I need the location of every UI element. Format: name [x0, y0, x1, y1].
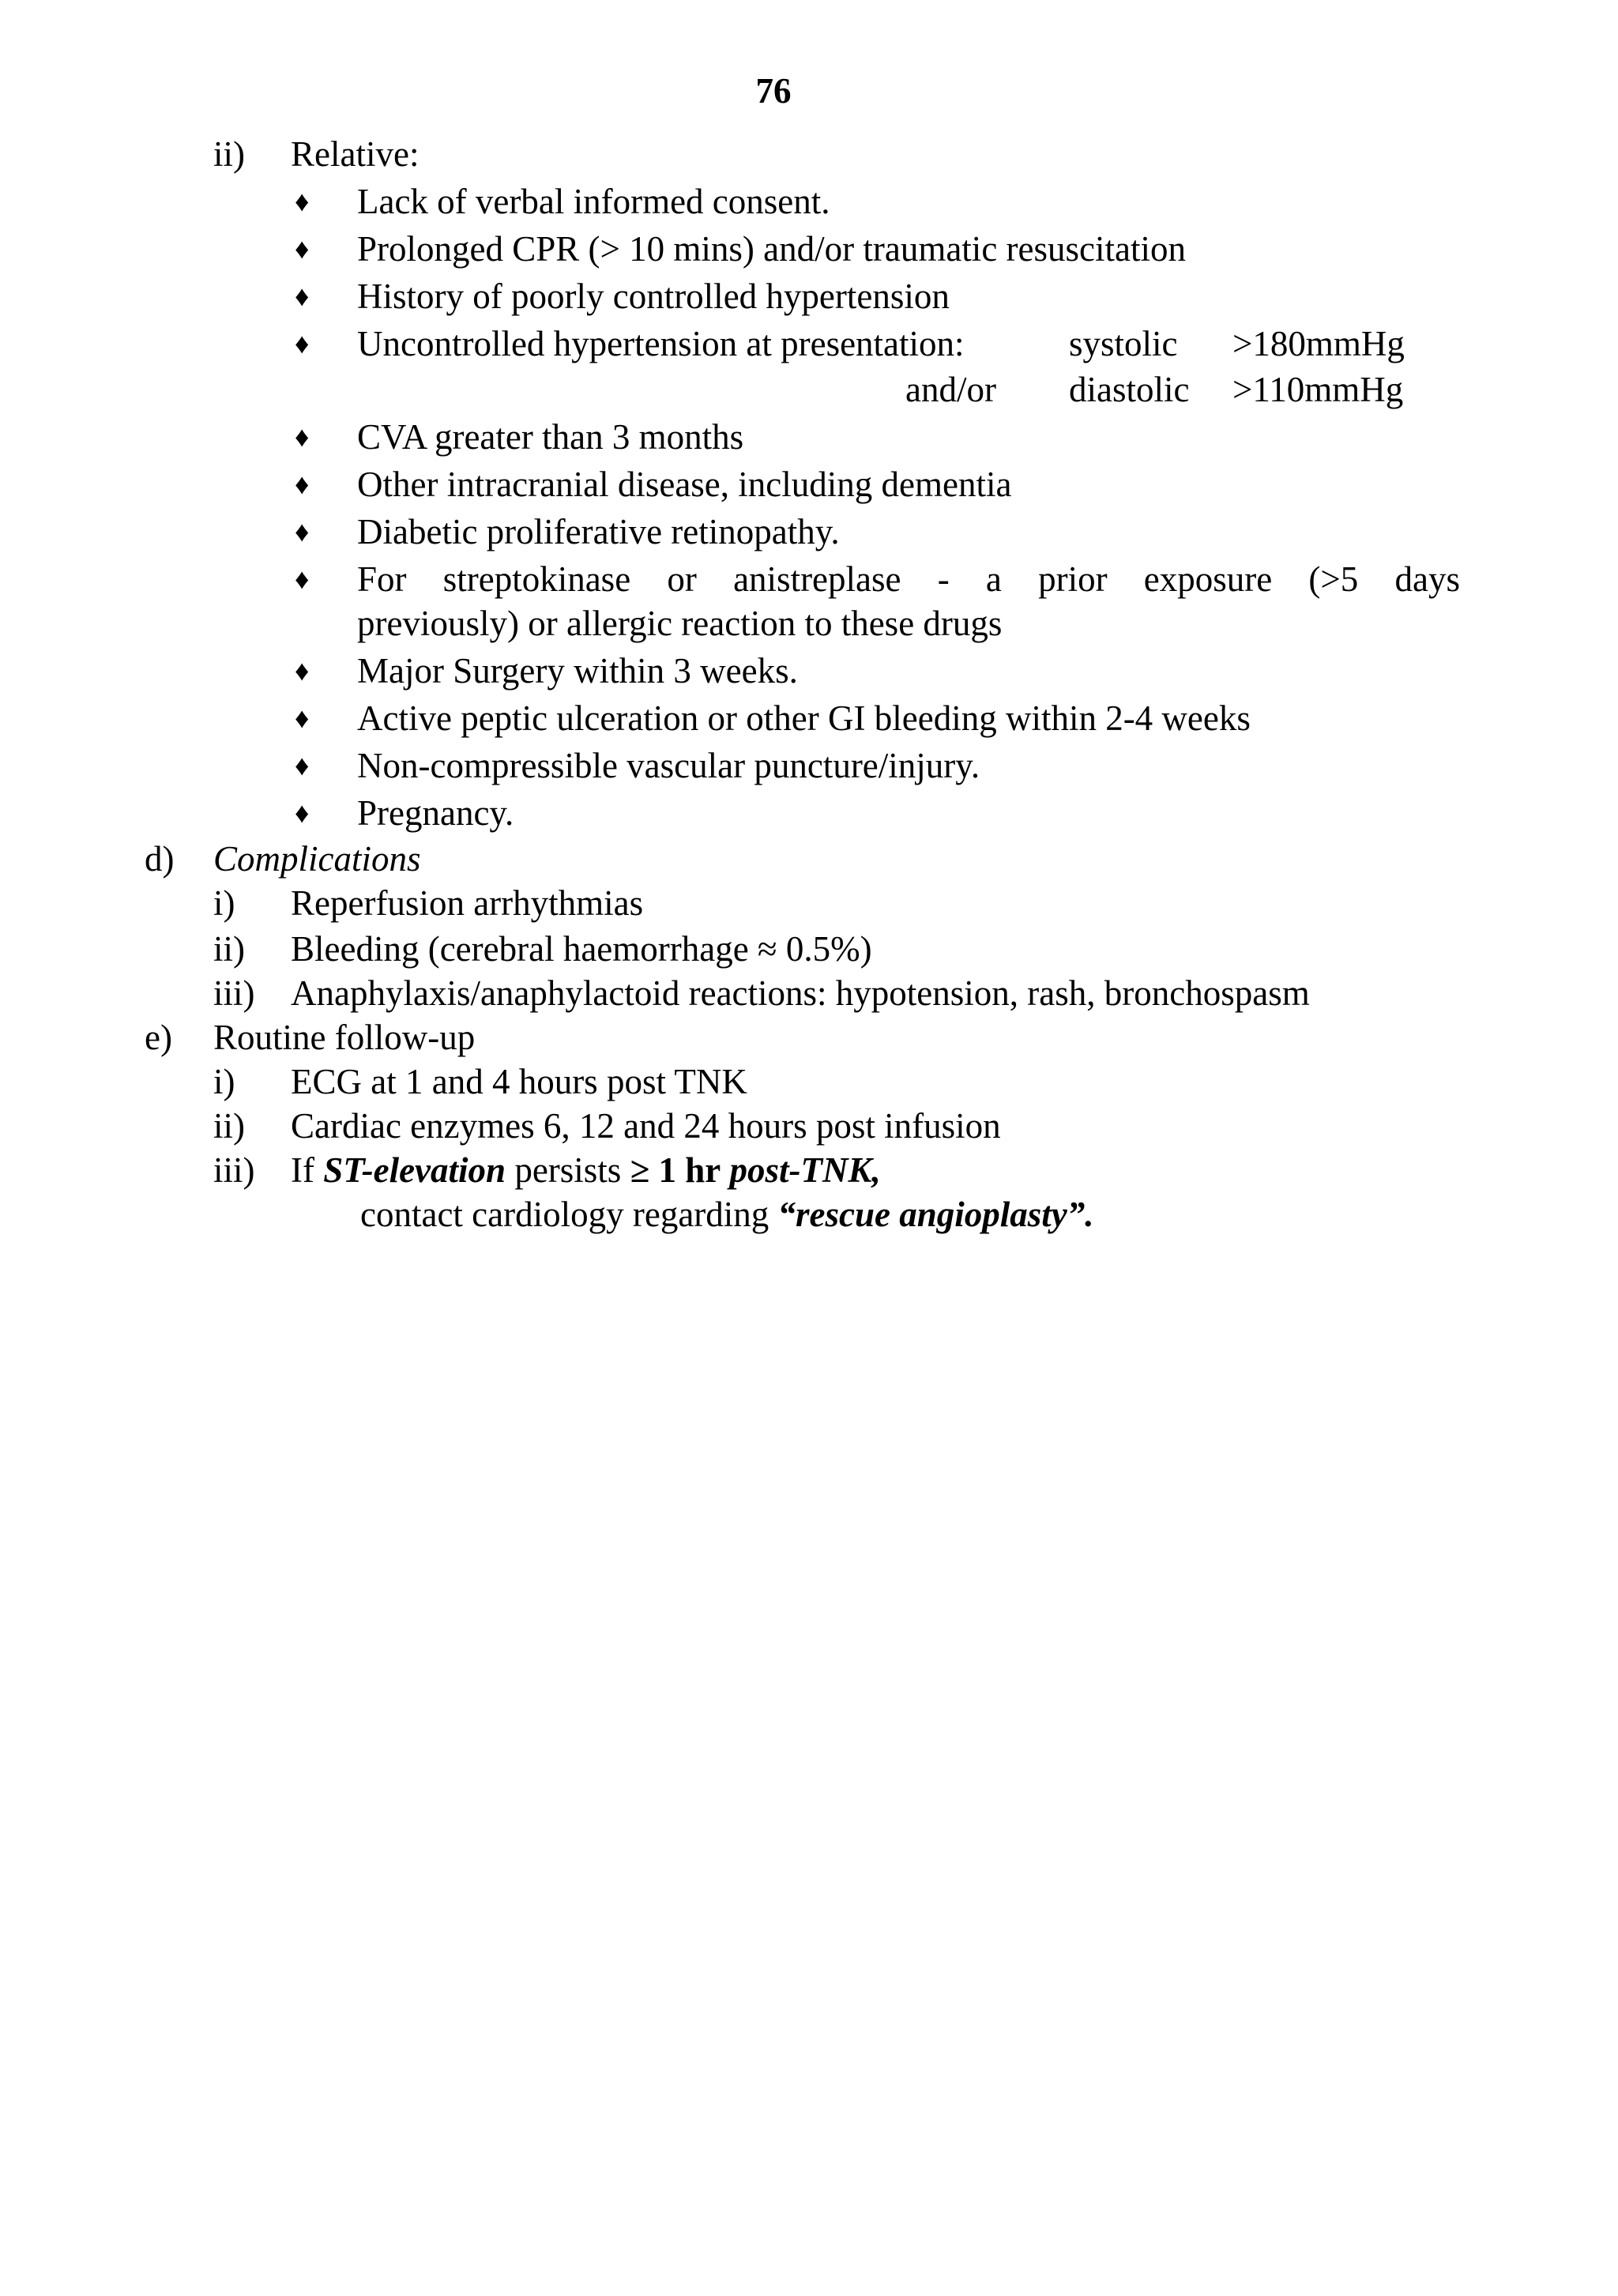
followup-item-3-continuation: [360, 1191, 1094, 1237]
if-text: If: [291, 1150, 324, 1190]
space: [721, 1150, 729, 1190]
bullet-diamond: ♦: [295, 186, 310, 217]
relative-item-9: Major Surgery within 3 weeks.: [357, 651, 798, 691]
page-number: 76: [755, 71, 792, 111]
bullet-diamond: ♦: [295, 702, 310, 734]
bullet-diamond: ♦: [295, 797, 310, 829]
post-tnk-text: post-TNK,: [729, 1150, 881, 1190]
rescue-angioplasty-text: “rescue angioplasty”.: [777, 1195, 1094, 1234]
bullet-diamond: ♦: [295, 280, 310, 312]
relative-item-3: History of poorly controlled hypertension: [357, 277, 950, 316]
contact-text: contact cardiology regarding: [360, 1195, 778, 1234]
bullet-diamond: ♦: [295, 469, 310, 500]
relative-item-12: Pregnancy.: [357, 793, 514, 833]
bullet-diamond: ♦: [295, 328, 310, 359]
relative-item-8-continuation: previously) or allergic reaction to these drugs: [357, 604, 1003, 643]
bullet-diamond: ♦: [295, 516, 310, 548]
bp-diastolic-label: diastolic: [1069, 370, 1190, 409]
one-hour-text: ≥ 1 hr: [630, 1150, 721, 1190]
relative-heading: Relative:: [291, 134, 420, 174]
relative-item-7: Diabetic proliferative retinopathy.: [357, 512, 840, 551]
bp-diastolic-value: >110mmHg: [1232, 370, 1404, 409]
bp-systolic-label: systolic: [1069, 324, 1178, 363]
followup-item: ECG at 1 and 4 hours post TNK: [291, 1062, 747, 1101]
relative-numeral: ii): [213, 134, 245, 174]
relative-item-6: Other intracranial disease, including dementia: [357, 465, 1012, 504]
bullet-diamond: ♦: [295, 655, 310, 687]
bullet-diamond: ♦: [295, 421, 310, 453]
complications-letter: d): [145, 839, 175, 879]
followup-item-3: [291, 1147, 881, 1193]
followup-letter: e): [145, 1018, 172, 1057]
relative-item-1: Lack of verbal informed consent.: [357, 182, 830, 221]
bp-andor: and/or: [905, 370, 996, 409]
complication-numeral: i): [213, 883, 235, 923]
complication-item: Anaphylaxis/anaphylactoid reactions: hypotension, rash, bronchospasm: [291, 973, 1310, 1013]
followup-heading: Routine follow-up: [213, 1018, 476, 1057]
relative-item-2: Prolonged CPR (> 10 mins) and/or traumatic resuscitation: [357, 229, 1186, 269]
persists-text: persists: [506, 1150, 630, 1190]
complications-heading: Complications: [213, 839, 421, 879]
followup-item: Cardiac enzymes 6, 12 and 24 hours post infusion: [291, 1106, 1001, 1146]
relative-item-8: For streptokinase or anistreplase - a prior exposure (>5 days: [357, 559, 1460, 599]
bullet-diamond: ♦: [295, 750, 310, 781]
followup-numeral: ii): [213, 1106, 245, 1146]
relative-item-10: Active peptic ulceration or other GI bleeding within 2-4 weeks: [357, 698, 1251, 738]
bullet-diamond: ♦: [295, 563, 310, 595]
relative-item-4: Uncontrolled hypertension at presentation:: [357, 324, 965, 363]
complication-item: Bleeding (cerebral haemorrhage ≈ 0.5%): [291, 929, 872, 969]
relative-item-5: CVA greater than 3 months: [357, 417, 744, 457]
complication-numeral: ii): [213, 929, 245, 969]
bullet-diamond: ♦: [295, 233, 310, 265]
st-elevation-text: ST-elevation: [323, 1150, 506, 1190]
followup-numeral: iii): [213, 1150, 255, 1190]
followup-numeral: i): [213, 1062, 235, 1101]
bp-systolic-value: >180mmHg: [1232, 324, 1405, 363]
complication-item: Reperfusion arrhythmias: [291, 883, 644, 923]
relative-item-11: Non-compressible vascular puncture/injury.: [357, 746, 980, 785]
complication-numeral: iii): [213, 973, 255, 1013]
